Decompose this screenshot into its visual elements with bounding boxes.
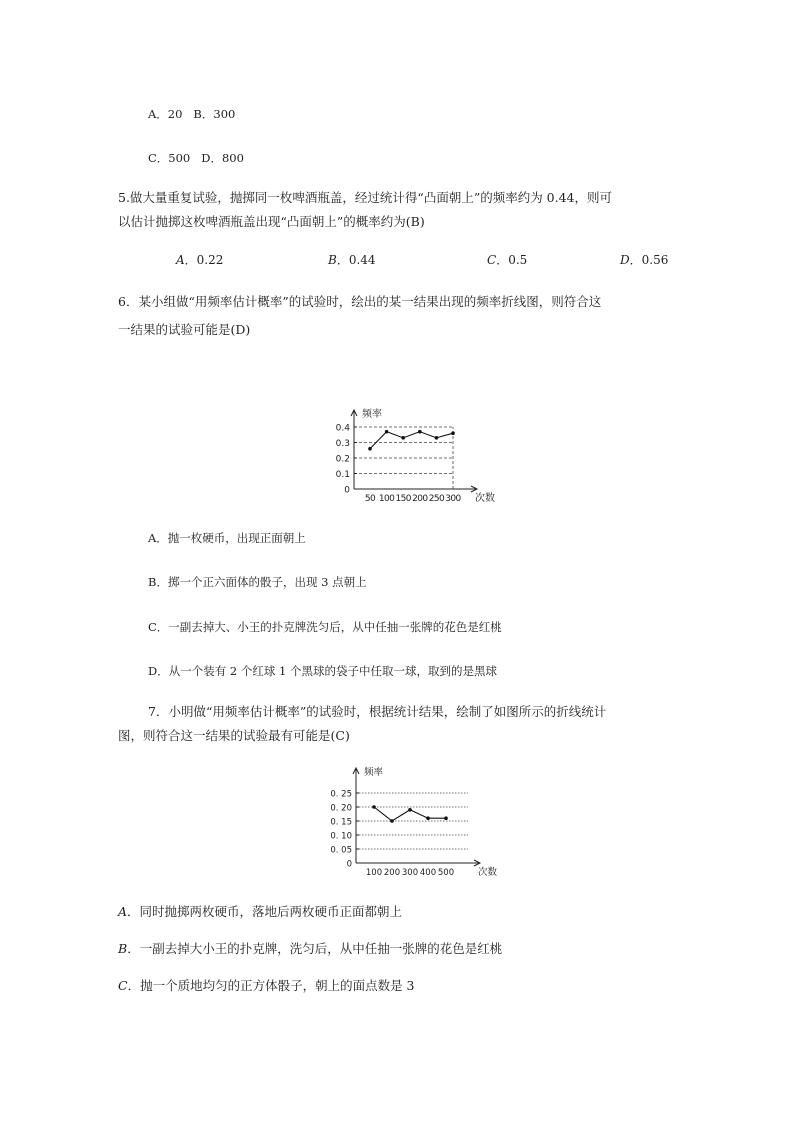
x-axis-title: 次数	[475, 493, 495, 504]
q4-option-b: B．300	[193, 107, 236, 121]
q5-stem-line-1: 5.做大量重复试验，抛掷同一枚啤酒瓶盖，经过统计得“凸面朝上”的频率约为 0.44，则可	[118, 190, 613, 205]
q4-options-row-2	[148, 150, 244, 166]
q6-stem-line-1: 6．某小组做“用频率估计概率”的试验时，绘出的某一结果出现的频率折线图，则符合这	[118, 294, 602, 309]
q5-option-a	[176, 251, 223, 268]
q7-option-a	[118, 904, 402, 920]
x-tick-label: 150	[395, 494, 411, 504]
q7-option-c-text: ．抛一个质地均匀的正方体骰子，朝上的面点数是 3	[127, 978, 415, 993]
data-point	[385, 430, 389, 434]
q5-option-d	[620, 251, 668, 268]
q6-option-d: D．从一个装有 2 个红球 1 个黑球的袋子中任取一球，取到的是黑球	[148, 664, 497, 678]
data-point	[390, 819, 394, 823]
q5-option-a-letter: A	[176, 253, 185, 267]
data-point	[444, 816, 448, 820]
q6-stem-line-2: 一结果的试验可能是(D)	[118, 322, 251, 337]
q7-option-a-letter: A	[118, 904, 128, 919]
q4-option-d: D．800	[201, 151, 244, 165]
q4-option-c: C．500	[148, 151, 191, 165]
x-tick-label: 300	[401, 868, 419, 878]
series-line	[370, 432, 453, 449]
y-axis-title: 频率	[362, 409, 382, 420]
x-tick-label: 50	[364, 494, 376, 504]
x-tick-label: 200	[383, 868, 401, 878]
q4-option-a: A．20	[148, 107, 183, 121]
data-point	[368, 447, 372, 451]
q7-frequency-line-chart	[318, 764, 498, 879]
q7-option-c	[118, 978, 415, 994]
x-tick-label: 400	[419, 868, 437, 878]
x-tick-label: 100	[378, 494, 395, 504]
y-axis-title: 频率	[364, 767, 384, 778]
q4-options-row-1	[148, 106, 235, 122]
y-tick-label: 0.3	[335, 439, 350, 449]
x-tick-label: 100	[365, 868, 383, 878]
y-tick-label: 0.4	[335, 423, 350, 434]
q7-stem-line-2: 图，则符合这一结果的试验最有可能是(C)	[118, 728, 350, 743]
y-tick-label: 0.1	[335, 470, 350, 480]
q5-option-d-value: ．0.56	[629, 253, 669, 267]
q5-option-c	[487, 251, 527, 268]
data-point	[372, 805, 376, 809]
data-point	[435, 436, 439, 440]
q5-option-c-value: ．0.5	[496, 253, 528, 267]
y-tick-label: 0. 05	[330, 845, 352, 856]
q5-option-c-letter: C	[487, 253, 497, 267]
q7-option-b-text: ．一副去掉大小王的扑克牌，洗匀后，从中任抽一张牌的花色是红桃	[127, 941, 503, 956]
y-tick-label: 0. 25	[330, 789, 352, 800]
q7-option-b	[118, 941, 502, 957]
q6-option-b: B．掷一个正六面体的骰子，出现 3 点朝上	[148, 575, 367, 589]
data-point	[408, 808, 412, 812]
q6-option-c: C．一副去掉大、小王的扑克牌洗匀后，从中任抽一张牌的花色是红桃	[148, 620, 502, 634]
q7-option-b-letter: B	[118, 941, 128, 956]
x-tick-label: 500	[437, 868, 455, 878]
q5-option-a-value: ．0.22	[184, 253, 224, 267]
x-tick-label: 250	[428, 494, 445, 504]
x-axis-title: 次数	[478, 867, 498, 878]
y-tick-label: 0.2	[335, 454, 350, 465]
y-tick-label: 0. 10	[330, 831, 352, 842]
x-tick-label: 300	[445, 494, 461, 504]
x-tick-label: 200	[412, 494, 428, 504]
q6-option-a: A．抛一枚硬币，出现正面朝上	[148, 531, 306, 545]
q5-option-b-value: ．0.44	[336, 253, 376, 267]
q7-option-a-text: ．同时抛掷两枚硬币，落地后两枚硬币正面都朝上	[127, 904, 403, 919]
data-point	[426, 816, 430, 820]
q5-option-b	[328, 251, 376, 268]
y-tick-label: 0. 15	[330, 817, 352, 828]
q5-option-d-letter: D	[620, 253, 630, 267]
y-tick-label: 0. 20	[330, 803, 352, 814]
y-tick-label: 0	[346, 859, 352, 870]
data-point	[401, 436, 405, 440]
q7-stem-line-1: 7．小明做“用频率估计概率”的试验时，根据统计结果，绘制了如图所示的折线统计	[148, 704, 607, 719]
q7-option-c-letter: C	[118, 978, 128, 993]
q5-option-b-letter: B	[328, 253, 337, 267]
q5-stem-line-2: 以估计抛掷这枚啤酒瓶盖出现“凸面朝上”的概率约为(B)	[118, 214, 425, 229]
y-tick-label: 0	[344, 485, 350, 496]
q6-frequency-line-chart	[320, 406, 540, 506]
data-point	[418, 430, 422, 434]
data-point	[451, 431, 455, 435]
